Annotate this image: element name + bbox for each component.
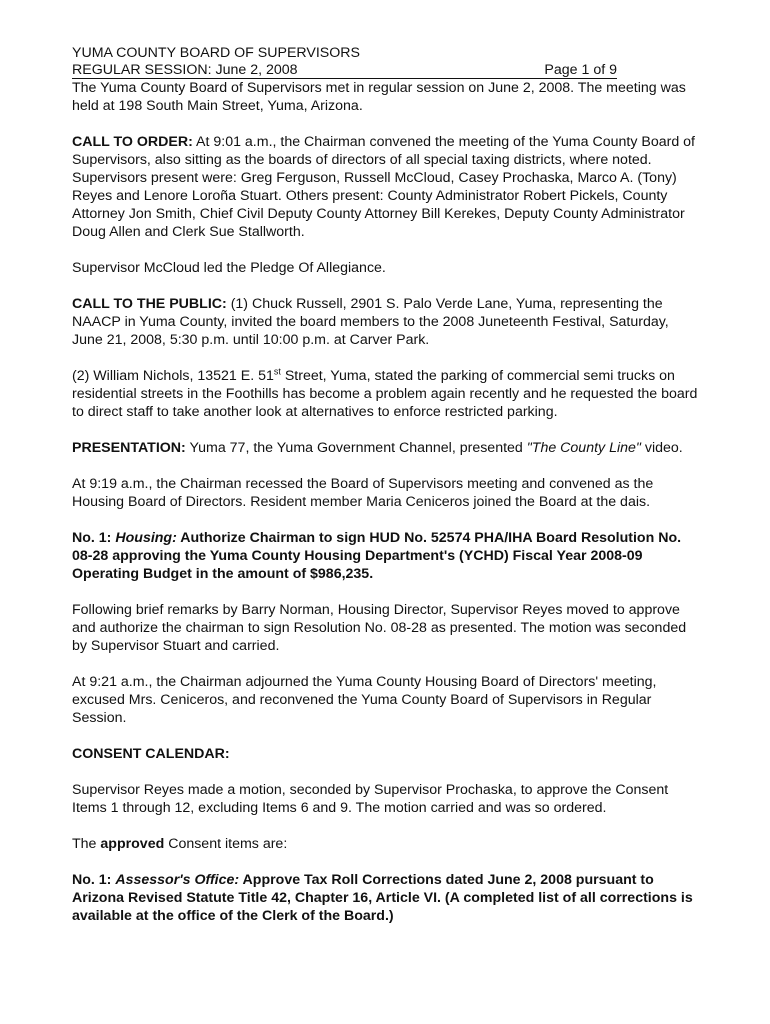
intro-paragraph: The Yuma County Board of Supervisors met in regular session on June 2, 2008. The meeting was held at 198 South Main Street, Yuma, Arizona. bbox=[72, 80, 686, 114]
pledge-paragraph: Supervisor McCloud led the Pledge Of Allegiance. bbox=[72, 260, 386, 276]
public-comment-2-end: Street, Yuma, stated the parking of commercial semi trucks on residential streets in the Foothills has become a problem again recently and he requested the board to direct staff to take another look at alternatives to enforce restricted parking. bbox=[72, 368, 698, 420]
housing-item-number: No. 1: bbox=[72, 530, 116, 546]
public-comment-2-paragraph bbox=[72, 367, 702, 421]
approved-line-start: The bbox=[72, 836, 101, 852]
presentation-title: "The County Line" bbox=[526, 440, 641, 456]
consent-calendar-heading: CONSENT CALENDAR: bbox=[72, 746, 230, 762]
presentation-paragraph bbox=[72, 439, 702, 457]
approved-word: approved bbox=[100, 836, 165, 852]
housing-item-heading bbox=[72, 529, 702, 583]
call-to-public-text: (1) Chuck Russell, 2901 S. Palo Verde Lane, Yuma, representing the NAACP in Yuma County, invited the board members to the 2008 Juneteenth Festival, Saturday, June 21, 2008, 5:30 p.m. until 10:00 p.m. at Carver Park. bbox=[72, 296, 669, 348]
housing-item-dept: Housing: bbox=[115, 530, 177, 546]
presentation-label: PRESENTATION: bbox=[72, 440, 186, 456]
presentation-text: Yuma 77, the Yuma Government Channel, presented bbox=[185, 440, 527, 456]
public-comment-2-start: (2) William Nichols, 13521 E. 51 bbox=[72, 368, 274, 384]
assessor-item-heading bbox=[72, 871, 702, 925]
call-to-public-label: CALL TO THE PUBLIC: bbox=[72, 296, 227, 312]
session-header bbox=[72, 62, 617, 79]
assessor-item-number: No. 1: bbox=[72, 872, 116, 888]
housing-action-paragraph: Following brief remarks by Barry Norman, Housing Director, Supervisor Reyes moved to approve and authorize the chairman to sign Resolution No. 08-28 as presented. The motion was seconded by Supervisor Stuart and carried. bbox=[72, 602, 687, 654]
consent-motion-paragraph: Supervisor Reyes made a motion, seconded by Supervisor Prochaska, to approve the Consent Items 1 through 12, excluding Items 6 and 9. The motion carried and was so ordered. bbox=[72, 782, 669, 816]
approved-line-end: Consent items are: bbox=[164, 836, 288, 852]
page-number: Page 1 of 9 bbox=[544, 62, 617, 78]
call-to-order-paragraph bbox=[72, 133, 702, 241]
session-date: REGULAR SESSION: June 2, 2008 bbox=[72, 62, 298, 78]
call-to-order-label: CALL TO ORDER: bbox=[72, 134, 193, 150]
adjourn-paragraph: At 9:21 a.m., the Chairman adjourned the Yuma County Housing Board of Directors' meeting, excused Mrs. Ceniceros, and reconvened the Yuma County Board of Supervisors in Regular Session. bbox=[72, 674, 657, 726]
org-title: YUMA COUNTY BOARD OF SUPERVISORS bbox=[72, 45, 361, 61]
document-page bbox=[72, 44, 702, 943]
presentation-end: video. bbox=[640, 440, 683, 456]
ordinal-suffix: st bbox=[273, 366, 281, 377]
approved-items-line bbox=[72, 835, 702, 853]
housing-item-text: Authorize Chairman to sign HUD No. 52574 PHA/IHA Board Resolution No. 08-28 approving the Yuma County Housing Department's (YCHD) Fiscal Year 2008-09 Operating Budget in the amount of $986,235. bbox=[72, 530, 682, 582]
call-to-order-text: At 9:01 a.m., the Chairman convened the meeting of the Yuma County Board of Supervisors, also sitting as the boards of directors of all special taxing districts, where noted. Supervisors present were: Greg Ferguson, Russell McCloud, Casey Prochaska, Marco A. (Tony) Reyes and Lenore Loroña Stuart. Others present: County Administrator Robert Pickels, County Attorney Jon Smith, Chief Civil Deputy County Attorney Bill Kerekes, Deputy County Administrator Doug Allen and Clerk Sue Stallworth. bbox=[72, 134, 695, 240]
assessor-item-text: Approve Tax Roll Corrections dated June 2, 2008 pursuant to Arizona Revised Statute Title 42, Chapter 16, Article VI. (A completed list of all corrections is available at the office of the Clerk of the Board.) bbox=[72, 872, 693, 924]
call-to-public-paragraph bbox=[72, 295, 702, 349]
recess-paragraph: At 9:19 a.m., the Chairman recessed the Board of Supervisors meeting and convened as the Housing Board of Directors. Resident member Maria Ceniceros joined the Board at the dais. bbox=[72, 476, 654, 510]
assessor-item-dept: Assessor's Office: bbox=[115, 872, 240, 888]
